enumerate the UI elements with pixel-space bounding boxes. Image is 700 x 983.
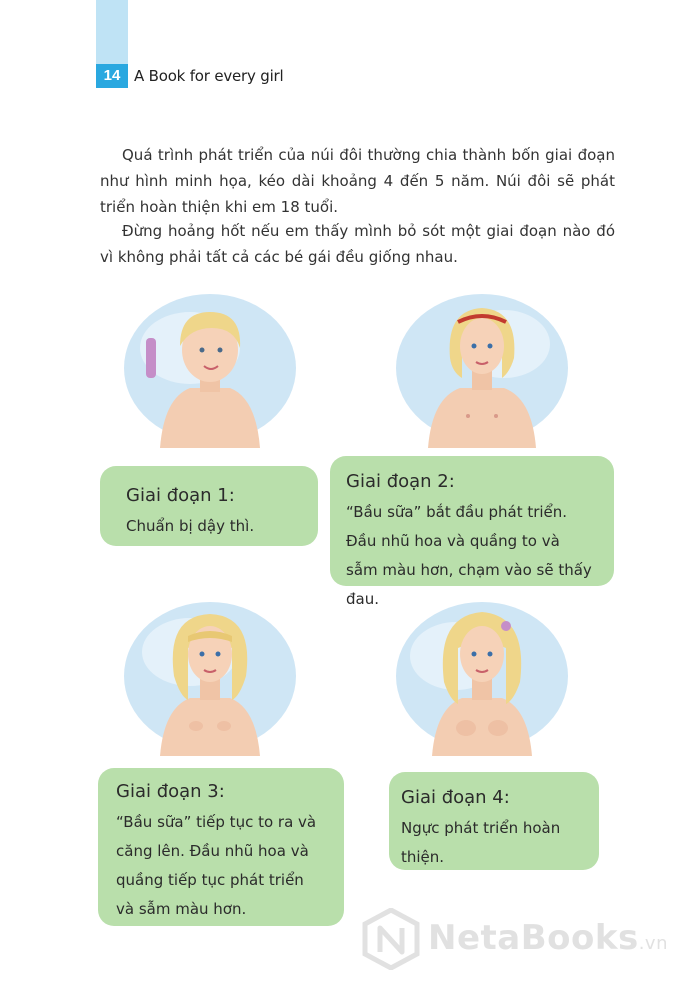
watermark-suffix: .vn (638, 933, 668, 954)
stage-1-description: Chuẩn bị dậy thì. (126, 517, 255, 535)
stage-1-title: Giai đoạn 1: (126, 485, 235, 506)
stage-3-box (98, 768, 344, 926)
stage-3-description: “Bầu sữa” tiếp tục to ra và căng lên. Đầu nhũ hoa và quầng tiếp tục phát triển và sẫm màu hơn. (116, 813, 317, 918)
stage-2-description: “Bầu sữa” bắt đầu phát triển. Đầu nhũ hoa và quầng to và sẫm màu hơn, chạm vào sẽ thấy đau. (346, 503, 592, 608)
stage-2-title: Giai đoạn 2: (346, 471, 455, 492)
stage-2-box (330, 456, 614, 608)
stage-4-title: Giai đoạn 4: (401, 787, 510, 808)
book-title: A Book for every girl (134, 67, 284, 85)
page-number: 14 (96, 64, 128, 88)
stage-4-illustration (392, 596, 572, 756)
stage-1-box (100, 466, 318, 546)
watermark-brand: NetaBooks (428, 918, 639, 958)
intro-paragraph: Quá trình phát triển của núi đôi thường chia thành bốn giai đoạn như hình minh họa, kéo dài khoảng 4 đến 5 năm. Núi đôi sẽ phát triển hoàn thiện khi em 18 tuổi. (100, 146, 615, 216)
netabooks-watermark (362, 908, 694, 972)
watermark-text (428, 918, 668, 964)
reassurance-paragraph: Đừng hoảng hốt nếu em thấy mình bỏ sót một giai đoạn nào đó vì không phải tất cả các bé gái đều giống nhau. (100, 222, 615, 266)
stage-4-box (389, 772, 599, 870)
stage-1-illustration (120, 288, 300, 448)
stage-2-illustration (392, 288, 572, 448)
stage-3-title: Giai đoạn 3: (116, 781, 225, 802)
netabooks-logo-icon (362, 908, 420, 970)
stage-3-illustration (120, 596, 300, 756)
stage-4-description: Ngực phát triển hoàn thiện. (401, 819, 561, 866)
